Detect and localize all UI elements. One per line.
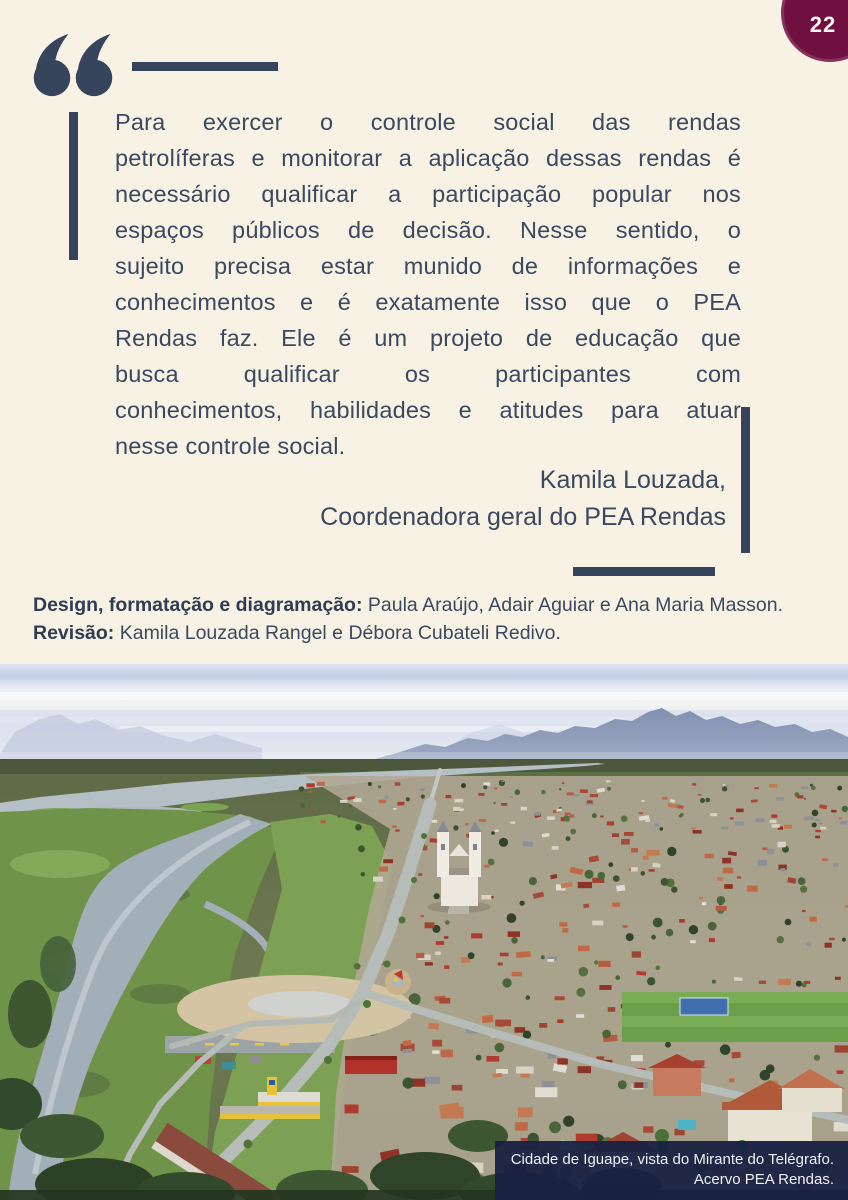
quote-line: Rendas faz. Ele é um projeto de educação que — [115, 325, 741, 351]
sports-field — [622, 992, 848, 1042]
quote-line: conhecimentos e é exatamente isso que o PEA — [115, 289, 741, 315]
quote-line: petrolíferas e monitorar a aplicação dessas rendas é — [115, 145, 741, 171]
credits — [33, 592, 833, 647]
aerial-photo-illustration — [0, 664, 848, 1200]
quote-line: necessário qualificar a participação popular nos — [115, 181, 741, 207]
credits-label-design: Design, formatação e diagramação: — [33, 594, 363, 616]
photo-caption-line-1: Cidade de Iguape, vista do Mirante do Telégrafo. — [510, 1151, 834, 1168]
right-accent-bar — [741, 407, 750, 553]
photo-caption — [495, 1141, 848, 1200]
credits-line-design — [33, 592, 833, 620]
quote-mark-icon — [31, 33, 115, 104]
page-number-badge — [781, 0, 848, 62]
quote-line: espaços públicos de decisão. Nesse sentido, o — [115, 217, 741, 243]
left-accent-bar — [69, 112, 78, 260]
quote-line: nesse controle social. — [115, 433, 346, 459]
top-accent-line — [132, 62, 278, 71]
photo — [0, 664, 848, 1200]
quote-line: conhecimentos, habilidades e atitudes para atuar — [115, 397, 741, 423]
quote-text — [115, 104, 741, 464]
credits-text-design: Paula Araújo, Adair Aguiar e Ana Maria Masson. — [362, 594, 784, 616]
quote-line: busca qualificar os participantes com — [115, 361, 741, 387]
quote-line: sujeito precisa estar munido de informações e — [115, 253, 741, 279]
credits-text-revision: Kamila Louzada Rangel e Débora Cubateli Redivo. — [114, 621, 561, 644]
credits-line-revision — [33, 620, 833, 648]
quote-attribution — [115, 462, 726, 536]
page-number: 22 — [809, 12, 837, 37]
bottom-accent-line — [573, 567, 715, 576]
credits-label-revision: Revisão: — [33, 621, 115, 644]
quote-line: Para exercer o controle social das rendas — [115, 109, 741, 135]
photo-caption-line-2: Acervo PEA Rendas. — [693, 1171, 834, 1188]
attribution-name: Kamila Louzada, — [539, 466, 726, 494]
attribution-role: Coordenadora geral do PEA Rendas — [320, 503, 726, 531]
